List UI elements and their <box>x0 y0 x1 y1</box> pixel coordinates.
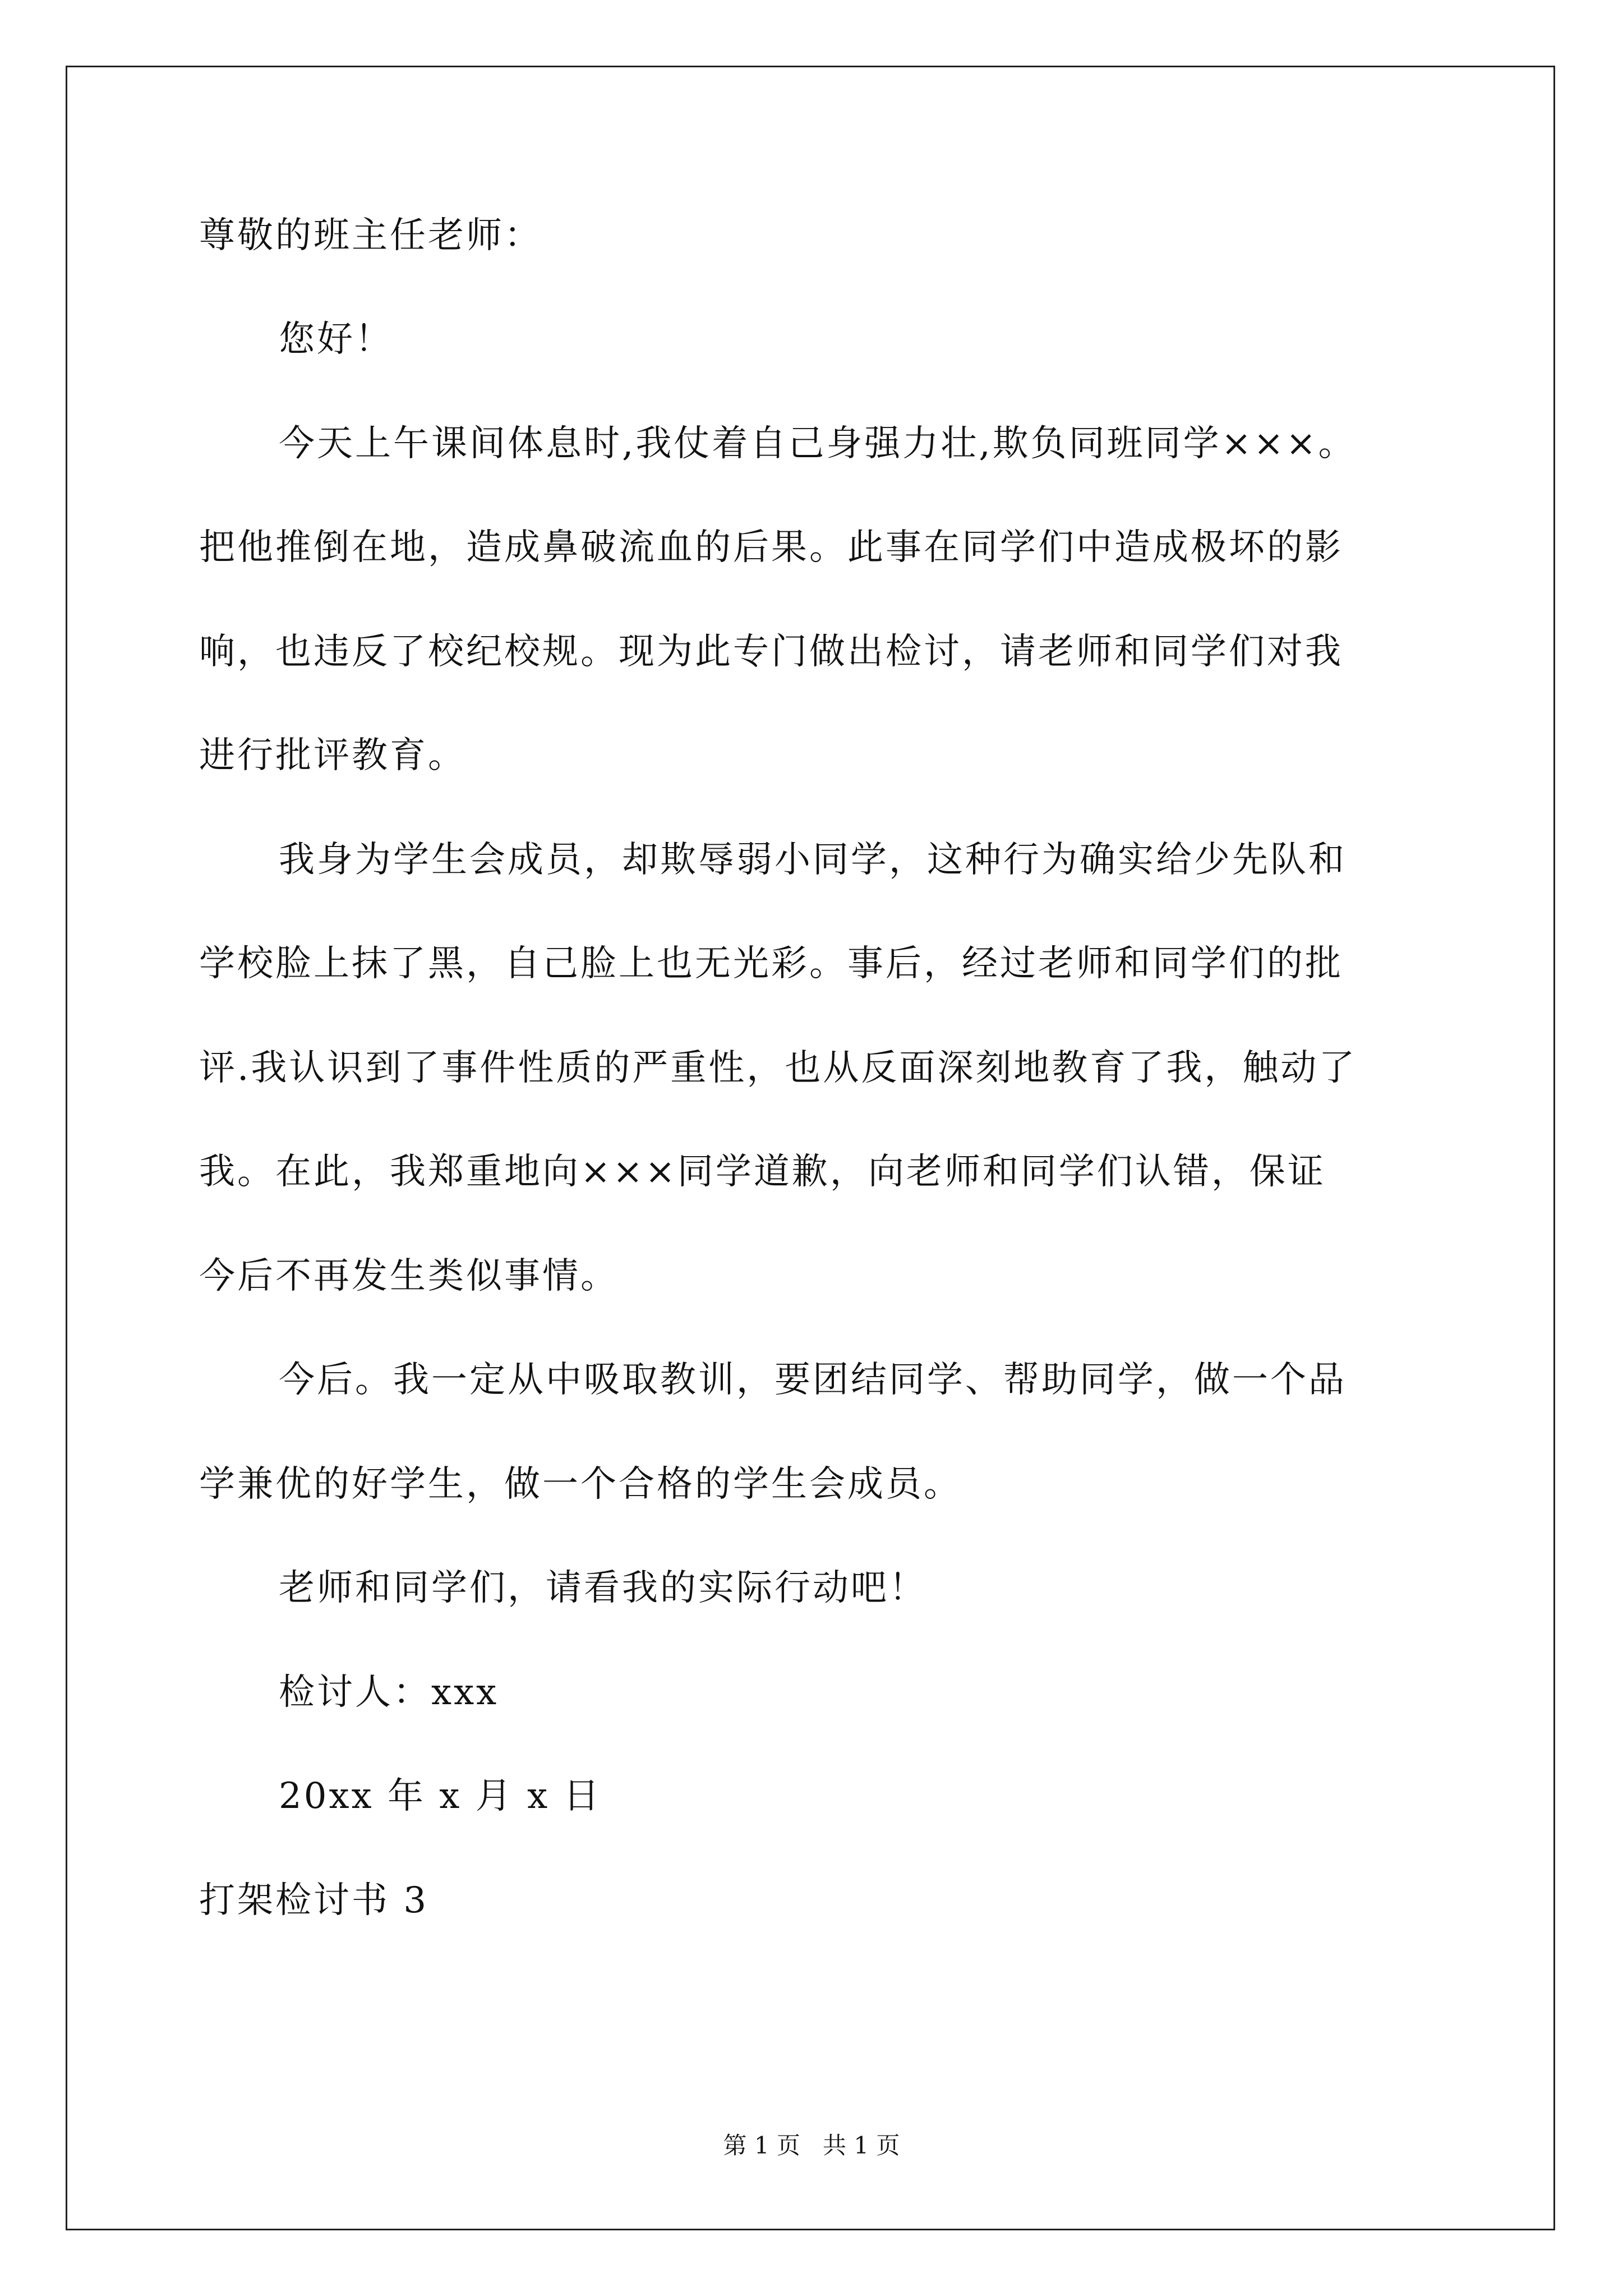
page-number-footer: 第 1 页 共 1 页 <box>723 2132 900 2159</box>
closing-line: 老师和同学们，请看我的实际行动吧！ <box>279 1567 927 1609</box>
next-section-title: 打架检讨书 3 <box>199 1880 429 1921</box>
paragraph2-line2: 学校脸上抹了黑，自己脸上也无光彩。事后，经过老师和同学们的批 <box>199 943 1343 984</box>
paragraph1-line1: 今天上午课间体息时,我仗着自己身强力壮,欺负同班同学×××。 <box>279 423 1357 464</box>
paragraph1-line4: 进行批评教育。 <box>199 735 466 776</box>
paragraph1-line3: 响，也违反了校纪校规。现为此专门做出检讨，请老师和同学们对我 <box>199 631 1343 673</box>
signature-line: 检讨人：xxx <box>279 1672 499 1713</box>
date-line: 20xx 年 x 月 x 日 <box>279 1775 602 1817</box>
greeting: 您好！ <box>279 319 393 360</box>
paragraph2-line5: 今后不再发生类似事情。 <box>199 1255 619 1297</box>
salutation: 尊敬的班主任老师： <box>199 215 542 256</box>
paragraph3-line1: 今后。我一定从中吸取教训，要团结同学、帮助同学，做一个品 <box>279 1359 1347 1401</box>
paragraph2-line3: 评.我认识到了事件性质的严重性，也从反面深刻地教育了我，触动了 <box>199 1047 1357 1089</box>
paragraph2-line1: 我身为学生会成员，却欺辱弱小同学，这种行为确实给少先队和 <box>279 839 1347 881</box>
paragraph1-line2: 把他推倒在地，造成鼻破流血的后果。此事在同学们中造成极坏的影 <box>199 527 1343 568</box>
paragraph3-line2: 学兼优的好学生，做一个合格的学生会成员。 <box>199 1464 962 1505</box>
paragraph2-line4: 我。在此，我郑重地向×××同学道歉，向老师和同学们认错，保证 <box>199 1151 1326 1193</box>
